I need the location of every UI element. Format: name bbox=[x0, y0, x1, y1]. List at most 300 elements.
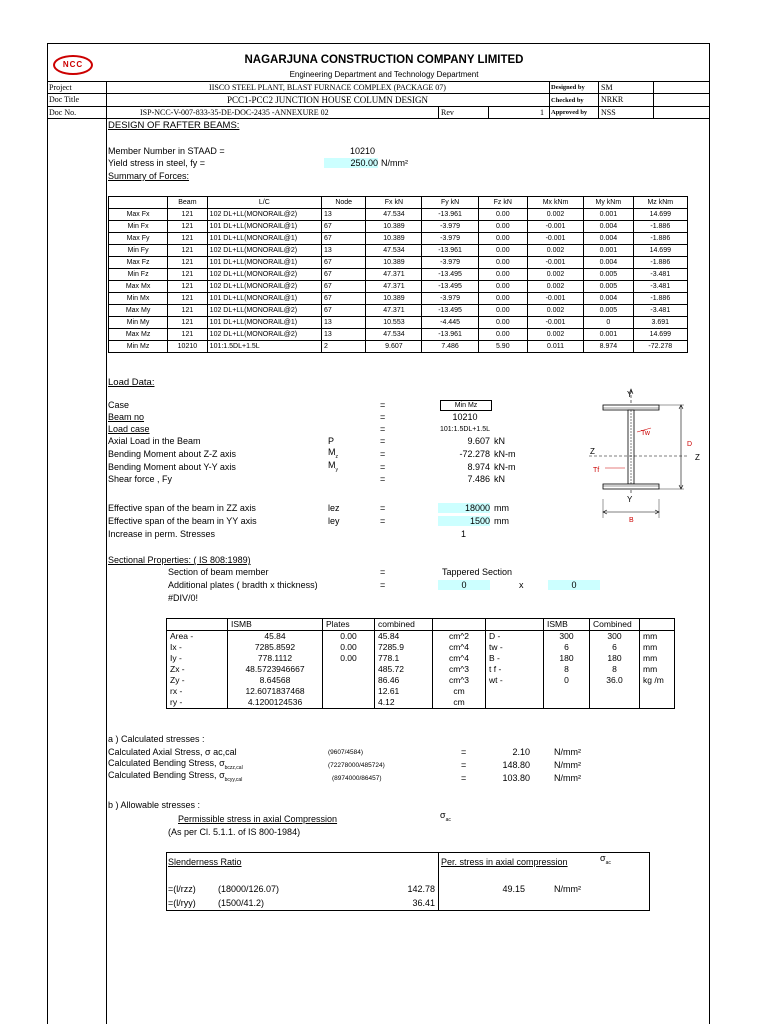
forces-cell: -0.001 bbox=[527, 233, 583, 245]
i-section-diagram bbox=[585, 388, 715, 528]
bmz-value: -72.278 bbox=[459, 449, 490, 459]
forces-cell: -13.961 bbox=[422, 329, 478, 341]
forces-cell: 121 bbox=[168, 221, 208, 233]
forces-cell: -0.001 bbox=[527, 317, 583, 329]
section-member-value: Tappered Section bbox=[442, 567, 513, 577]
bmz-unit: kN-m bbox=[494, 449, 516, 459]
spanz-unit: mm bbox=[494, 503, 509, 513]
depth-label: D bbox=[687, 441, 693, 448]
bmz-sym: $M_z$ bbox=[328, 447, 338, 460]
forces-cell: 7.486 bbox=[422, 341, 478, 353]
forces-cell: 67 bbox=[322, 221, 366, 233]
props-row bbox=[167, 675, 675, 686]
forces-cell: Max My bbox=[109, 305, 168, 317]
yield-unit: N/mm² bbox=[381, 158, 408, 168]
forces-header-cell: Mx kNm bbox=[527, 197, 583, 209]
props-cell bbox=[640, 697, 675, 709]
approved-value: NSS bbox=[601, 108, 616, 117]
header-col-rev-2 bbox=[488, 106, 489, 118]
forces-cell: 10.389 bbox=[366, 233, 422, 245]
per-stress-symbol: $\sigma_{ac}$ bbox=[600, 853, 611, 866]
checked-value: NRKR bbox=[601, 95, 624, 104]
forces-cell: 47.534 bbox=[366, 209, 422, 221]
props-header-cell: Plates bbox=[323, 619, 375, 631]
props-cell: 778.1112 bbox=[228, 653, 323, 664]
props-cell bbox=[323, 664, 375, 675]
bmz-label: Bending Moment about Z-Z axis bbox=[108, 449, 237, 459]
forces-cell: 47.371 bbox=[366, 305, 422, 317]
tw-label: Tw bbox=[641, 430, 650, 437]
yield-value: 250.00 bbox=[324, 158, 378, 168]
forces-cell: -13.495 bbox=[422, 305, 478, 317]
forces-cell: 0.001 bbox=[584, 329, 633, 341]
forces-cell: 67 bbox=[322, 233, 366, 245]
forces-cell: 121 bbox=[168, 305, 208, 317]
props-cell: 180 bbox=[590, 653, 640, 664]
header-rule-2 bbox=[47, 93, 710, 94]
forces-cell: 0.002 bbox=[527, 329, 583, 341]
forces-header-cell: Fz kN bbox=[478, 197, 527, 209]
department: Engineering Department and Technology Department bbox=[289, 70, 479, 79]
company-name: NAGARJUNA CONSTRUCTION COMPANY LIMITED bbox=[244, 54, 524, 66]
forces-row bbox=[109, 317, 688, 329]
forces-cell: -1.886 bbox=[633, 257, 687, 269]
props-cell: mm bbox=[640, 653, 675, 664]
props-cell: Ix - bbox=[167, 642, 228, 653]
calc-bend1-eq: = bbox=[461, 760, 467, 770]
props-header-cell: ISMB bbox=[228, 619, 323, 631]
props-cell: 180 bbox=[544, 653, 590, 664]
forces-cell: 47.371 bbox=[366, 281, 422, 293]
forces-header-cell: L/C bbox=[207, 197, 321, 209]
forces-cell: 0.00 bbox=[478, 245, 527, 257]
axial-value: 9.607 bbox=[467, 436, 490, 446]
forces-cell: 0.005 bbox=[584, 281, 633, 293]
calc-bend2-formula: (8974000/86457) bbox=[332, 775, 382, 782]
props-cell bbox=[590, 697, 640, 709]
plates-thickness: 0 bbox=[548, 580, 600, 590]
forces-cell: 47.534 bbox=[366, 245, 422, 257]
forces-cell: 13 bbox=[322, 245, 366, 257]
props-cell: mm bbox=[640, 642, 675, 653]
calc-axial-unit: N/mm² bbox=[554, 747, 581, 757]
props-row bbox=[167, 697, 675, 709]
bmy-label: Bending Moment about Y-Y axis bbox=[108, 462, 236, 472]
perm-label: Permissible stress in axial Compression bbox=[178, 814, 338, 824]
header-rule-3 bbox=[47, 106, 710, 107]
forces-cell: 102 DL+LL(MONORAIL@2) bbox=[207, 209, 321, 221]
props-row bbox=[167, 642, 675, 653]
props-cell: Iy - bbox=[167, 653, 228, 664]
case-eq: = bbox=[380, 400, 386, 410]
forces-row bbox=[109, 281, 688, 293]
doc-no-value: ISP-NCC-V-007-833-35-DE-DOC-2435 -ANNEXURE 02 bbox=[140, 108, 329, 117]
calc-bend1-label: Calculated Bending Stress, $\sigma_{bczz,cal}$ bbox=[108, 758, 243, 771]
axial-sym: P bbox=[328, 436, 335, 446]
props-cell bbox=[544, 697, 590, 709]
doc-no-label: Doc No. bbox=[49, 108, 77, 117]
z-axis-label-left: Z bbox=[590, 447, 595, 456]
forces-cell: 102 DL+LL(MONORAIL@2) bbox=[207, 281, 321, 293]
props-cell: 45.84 bbox=[375, 631, 433, 643]
spanz-value: 18000 bbox=[438, 503, 490, 513]
forces-cell: 0.002 bbox=[527, 281, 583, 293]
props-cell: cm^4 bbox=[433, 653, 486, 664]
load-heading: Load Data: bbox=[108, 377, 155, 388]
forces-cell: -0.001 bbox=[527, 293, 583, 305]
forces-cell: 2 bbox=[322, 341, 366, 353]
props-cell: Zy - bbox=[167, 675, 228, 686]
calc-bend1-value: 148.80 bbox=[502, 760, 530, 770]
forces-cell: -13.495 bbox=[422, 281, 478, 293]
axial-eq: = bbox=[380, 436, 386, 446]
approved-label: Approved by bbox=[551, 109, 588, 116]
props-cell bbox=[544, 686, 590, 697]
props-cell bbox=[486, 686, 544, 697]
spany-eq: = bbox=[380, 516, 386, 526]
checked-label: Checked by bbox=[551, 97, 584, 104]
calc-bend1-formula: (72278000/485724) bbox=[328, 762, 385, 769]
calc-bend1-unit: N/mm² bbox=[554, 760, 581, 770]
forces-cell: 121 bbox=[168, 209, 208, 221]
forces-header-cell: Mz kNm bbox=[633, 197, 687, 209]
forces-cell: 0.004 bbox=[584, 233, 633, 245]
props-cell: cm^3 bbox=[433, 664, 486, 675]
forces-cell: 0 bbox=[584, 317, 633, 329]
props-cell: t f - bbox=[486, 664, 544, 675]
case-label: Case bbox=[108, 400, 130, 410]
forces-row bbox=[109, 269, 688, 281]
axial-label: Axial Load in the Beam bbox=[108, 436, 201, 446]
forces-cell: 67 bbox=[322, 293, 366, 305]
forces-cell: -0.001 bbox=[527, 221, 583, 233]
props-cell bbox=[590, 686, 640, 697]
slender-label: Slenderness Ratio bbox=[168, 857, 242, 867]
doc-title-value: PCC1-PCC2 JUNCTION HOUSE COLUMN DESIGN bbox=[226, 95, 429, 105]
forces-cell: 121 bbox=[168, 329, 208, 341]
div-error: #DIV/0! bbox=[168, 593, 199, 603]
props-cell: 8 bbox=[590, 664, 640, 675]
forces-cell: -1.886 bbox=[633, 221, 687, 233]
forces-cell: -3.481 bbox=[633, 305, 687, 317]
forces-cell: 8.974 bbox=[584, 341, 633, 353]
perm-symbol: $\sigma_{ac}$ bbox=[440, 810, 451, 823]
props-cell bbox=[323, 675, 375, 686]
calc-bend2-eq: = bbox=[461, 773, 467, 783]
props-cell bbox=[323, 686, 375, 697]
designed-label: Designed by bbox=[551, 84, 585, 91]
props-cell: mm bbox=[640, 631, 675, 643]
allow-heading: b ) Allowable stresses : bbox=[108, 800, 201, 810]
forces-cell: Max Mx bbox=[109, 281, 168, 293]
calc-bend2-label: Calculated Bending Stress, $\sigma_{bcyy,cal}$ bbox=[108, 770, 243, 783]
forces-cell: 0.00 bbox=[478, 329, 527, 341]
forces-cell: 121 bbox=[168, 281, 208, 293]
forces-cell: 0.00 bbox=[478, 233, 527, 245]
forces-cell: 0.004 bbox=[584, 257, 633, 269]
bmz-eq: = bbox=[380, 449, 386, 459]
props-cell: Area - bbox=[167, 631, 228, 643]
props-cell: D - bbox=[486, 631, 544, 643]
loadcase-label: Load case bbox=[108, 424, 150, 434]
beam-value: 10210 bbox=[452, 412, 478, 422]
tf-label: Tf bbox=[593, 467, 600, 474]
forces-cell: 0.00 bbox=[478, 317, 527, 329]
forces-cell: 13 bbox=[322, 317, 366, 329]
forces-cell: 0.00 bbox=[478, 281, 527, 293]
header-col-4 bbox=[653, 81, 654, 118]
designed-value: SM bbox=[601, 83, 613, 92]
left-margin-line bbox=[106, 115, 107, 1024]
axial-unit: kN bbox=[494, 436, 505, 446]
forces-cell: -13.961 bbox=[422, 245, 478, 257]
forces-table bbox=[108, 196, 688, 353]
forces-cell: 102 DL+LL(MONORAIL@2) bbox=[207, 245, 321, 257]
forces-cell: -13.495 bbox=[422, 269, 478, 281]
forces-cell: 47.371 bbox=[366, 269, 422, 281]
props-cell bbox=[323, 697, 375, 709]
header-col-3 bbox=[598, 81, 599, 118]
props-cell: cm^3 bbox=[433, 675, 486, 686]
forces-header-cell bbox=[109, 197, 168, 209]
forces-header-cell: My kNm bbox=[584, 197, 633, 209]
forces-row bbox=[109, 305, 688, 317]
forces-cell: Min Fx bbox=[109, 221, 168, 233]
forces-cell: 10.553 bbox=[366, 317, 422, 329]
props-cell: 86.46 bbox=[375, 675, 433, 686]
props-cell: wt - bbox=[486, 675, 544, 686]
forces-cell: 121 bbox=[168, 245, 208, 257]
loadcase-eq: = bbox=[380, 424, 386, 434]
props-cell: 8 bbox=[544, 664, 590, 675]
loadcase-value: 101:1.5DL+1.5L bbox=[440, 426, 491, 433]
bmy-value: 8.974 bbox=[467, 462, 490, 472]
forces-cell: 0.005 bbox=[584, 305, 633, 317]
props-row bbox=[167, 686, 675, 697]
row2-formula: (1500/41.2) bbox=[218, 898, 265, 908]
forces-cell: 102 DL+LL(MONORAIL@2) bbox=[207, 269, 321, 281]
forces-cell: 13 bbox=[322, 329, 366, 341]
props-cell: rx - bbox=[167, 686, 228, 697]
props-header-cell: Combined bbox=[590, 619, 640, 631]
breadth-label: B bbox=[629, 517, 634, 524]
forces-cell: -3.979 bbox=[422, 257, 478, 269]
forces-cell: 14.699 bbox=[633, 329, 687, 341]
forces-cell: 0.00 bbox=[478, 305, 527, 317]
forces-row bbox=[109, 245, 688, 257]
props-header-cell bbox=[433, 619, 486, 631]
forces-row bbox=[109, 341, 688, 353]
forces-header-cell: Beam bbox=[168, 197, 208, 209]
spany-value: 1500 bbox=[438, 516, 490, 526]
forces-cell: 101 DL+LL(MONORAIL@1) bbox=[207, 317, 321, 329]
forces-cell: 0.002 bbox=[527, 269, 583, 281]
props-cell: Zx - bbox=[167, 664, 228, 675]
props-cell: 4.12 bbox=[375, 697, 433, 709]
props-cell: ry - bbox=[167, 697, 228, 709]
beam-label: Beam no bbox=[108, 412, 145, 422]
forces-cell: 102 DL+LL(MONORAIL@2) bbox=[207, 305, 321, 317]
per-stress-label: Per. stress in axial compression bbox=[441, 857, 568, 867]
plates-label: Additional plates ( bradth x thickness) bbox=[168, 580, 318, 590]
forces-row bbox=[109, 209, 688, 221]
props-cell: 4.1200124536 bbox=[228, 697, 323, 709]
forces-cell: -1.886 bbox=[633, 293, 687, 305]
forces-cell: 102 DL+LL(MONORAIL@2) bbox=[207, 329, 321, 341]
forces-cell: -3.979 bbox=[422, 293, 478, 305]
props-cell: 7285.9 bbox=[375, 642, 433, 653]
forces-row bbox=[109, 257, 688, 269]
forces-cell: 67 bbox=[322, 281, 366, 293]
forces-cell: 67 bbox=[322, 257, 366, 269]
props-cell: cm^4 bbox=[433, 642, 486, 653]
props-header-cell bbox=[486, 619, 544, 631]
calc-axial-eq: = bbox=[461, 747, 467, 757]
calc-heading: a ) Calculated stresses : bbox=[108, 734, 205, 744]
props-header-cell bbox=[167, 619, 228, 631]
forces-cell: 0.004 bbox=[584, 221, 633, 233]
forces-header-cell: Fy kN bbox=[422, 197, 478, 209]
forces-cell: 3.691 bbox=[633, 317, 687, 329]
ncc-logo: NCC bbox=[53, 55, 93, 75]
forces-cell: -72.278 bbox=[633, 341, 687, 353]
forces-cell: 5.90 bbox=[478, 341, 527, 353]
props-cell: 6 bbox=[590, 642, 640, 653]
spany-label: Effective span of the beam in YY axis bbox=[108, 516, 257, 526]
plates-breadth: 0 bbox=[438, 580, 490, 590]
props-cell: 485.72 bbox=[375, 664, 433, 675]
bmy-sym: $M_y$ bbox=[328, 460, 338, 473]
forces-cell: 0.00 bbox=[478, 221, 527, 233]
incr-label: Increase in perm. Stresses bbox=[108, 529, 216, 539]
props-cell bbox=[640, 686, 675, 697]
calc-bend2-value: 103.80 bbox=[502, 773, 530, 783]
spanz-eq: = bbox=[380, 503, 386, 513]
row1-symbol: =(l/rzz) bbox=[168, 884, 196, 894]
member-value: 10210 bbox=[350, 146, 376, 156]
forces-header-cell: Fx kN bbox=[366, 197, 422, 209]
summary-heading: Summary of Forces: bbox=[108, 171, 190, 181]
forces-row bbox=[109, 293, 688, 305]
forces-row bbox=[109, 221, 688, 233]
rev-value: 1 bbox=[540, 108, 544, 117]
forces-cell: 121 bbox=[168, 317, 208, 329]
rev-label: Rev bbox=[441, 108, 454, 117]
props-cell bbox=[486, 697, 544, 709]
forces-cell: Max Mz bbox=[109, 329, 168, 341]
spany-sym: ley bbox=[328, 516, 340, 526]
props-cell: B - bbox=[486, 653, 544, 664]
forces-cell: Max Fz bbox=[109, 257, 168, 269]
props-cell: cm bbox=[433, 697, 486, 709]
props-cell: 0.00 bbox=[323, 642, 375, 653]
props-header-cell: combined bbox=[375, 619, 433, 631]
props-cell: 300 bbox=[590, 631, 640, 643]
forces-cell: -4.445 bbox=[422, 317, 478, 329]
bmy-eq: = bbox=[380, 462, 386, 472]
props-row bbox=[167, 653, 675, 664]
forces-cell: -0.001 bbox=[527, 257, 583, 269]
section-member-label: Section of beam member bbox=[168, 567, 269, 577]
forces-cell: 101:1.5DL+1.5L bbox=[207, 341, 321, 353]
forces-row bbox=[109, 233, 688, 245]
bmy-unit: kN-m bbox=[494, 462, 516, 472]
props-cell: 778.1 bbox=[375, 653, 433, 664]
props-cell: tw - bbox=[486, 642, 544, 653]
props-cell: 36.0 bbox=[590, 675, 640, 686]
props-cell: 48.5723946667 bbox=[228, 664, 323, 675]
forces-cell: 47.534 bbox=[366, 329, 422, 341]
section-heading: Sectional Properties: ( IS 808:1989) bbox=[108, 555, 251, 565]
forces-cell: 0.002 bbox=[527, 305, 583, 317]
props-cell: mm bbox=[640, 664, 675, 675]
properties-table bbox=[166, 618, 675, 709]
forces-cell: 0.00 bbox=[478, 293, 527, 305]
header-col-rev bbox=[438, 106, 439, 118]
forces-cell: 101 DL+LL(MONORAIL@1) bbox=[207, 257, 321, 269]
plates-eq: = bbox=[380, 580, 386, 590]
forces-cell: 0.00 bbox=[478, 257, 527, 269]
forces-header-cell: Node bbox=[322, 197, 366, 209]
props-cell: 12.61 bbox=[375, 686, 433, 697]
forces-cell: 101 DL+LL(MONORAIL@1) bbox=[207, 293, 321, 305]
forces-row bbox=[109, 329, 688, 341]
shear-label: Shear force , Fy bbox=[108, 474, 173, 484]
forces-cell: 67 bbox=[322, 305, 366, 317]
props-cell: cm bbox=[433, 686, 486, 697]
calc-axial-formula: (9607/4584) bbox=[328, 749, 364, 756]
section-member-eq: = bbox=[380, 567, 386, 577]
forces-cell: 0.011 bbox=[527, 341, 583, 353]
calc-axial-value: 2.10 bbox=[512, 747, 530, 757]
case-value: Min Mz bbox=[440, 400, 492, 411]
forces-cell: 0.004 bbox=[584, 293, 633, 305]
forces-cell: 101 DL+LL(MONORAIL@1) bbox=[207, 221, 321, 233]
forces-cell: 67 bbox=[322, 269, 366, 281]
calc-bend2-unit: N/mm² bbox=[554, 773, 581, 783]
props-cell: kg /m bbox=[640, 675, 675, 686]
props-cell: 8.64568 bbox=[228, 675, 323, 686]
forces-cell: -3.979 bbox=[422, 233, 478, 245]
slenderness-divider bbox=[438, 852, 439, 911]
props-cell: 0.00 bbox=[323, 653, 375, 664]
header-rule bbox=[47, 81, 710, 82]
forces-cell: 101 DL+LL(MONORAIL@1) bbox=[207, 233, 321, 245]
forces-cell: 0.002 bbox=[527, 209, 583, 221]
forces-cell: -3.481 bbox=[633, 269, 687, 281]
props-cell: cm^2 bbox=[433, 631, 486, 643]
shear-eq: = bbox=[380, 474, 386, 484]
row2-value: 36.41 bbox=[412, 898, 435, 908]
props-header-cell: ISMB bbox=[544, 619, 590, 631]
code-reference: (As per Cl. 5.1.1. of IS 800-1984) bbox=[168, 827, 301, 837]
forces-cell: 0.00 bbox=[478, 269, 527, 281]
beam-eq: = bbox=[380, 412, 386, 422]
forces-cell: -3.979 bbox=[422, 221, 478, 233]
forces-cell: 121 bbox=[168, 233, 208, 245]
forces-cell: 0.001 bbox=[584, 245, 633, 257]
forces-cell: Max Fy bbox=[109, 233, 168, 245]
forces-cell: Min Mz bbox=[109, 341, 168, 353]
shear-unit: kN bbox=[494, 474, 505, 484]
incr-value: 1 bbox=[461, 529, 467, 539]
forces-cell: 121 bbox=[168, 293, 208, 305]
forces-cell: Min My bbox=[109, 317, 168, 329]
forces-cell: 121 bbox=[168, 269, 208, 281]
project-label: Project bbox=[49, 83, 72, 92]
z-axis-label-right: Z bbox=[695, 453, 700, 462]
doc-title-label: Doc Title bbox=[49, 95, 80, 104]
